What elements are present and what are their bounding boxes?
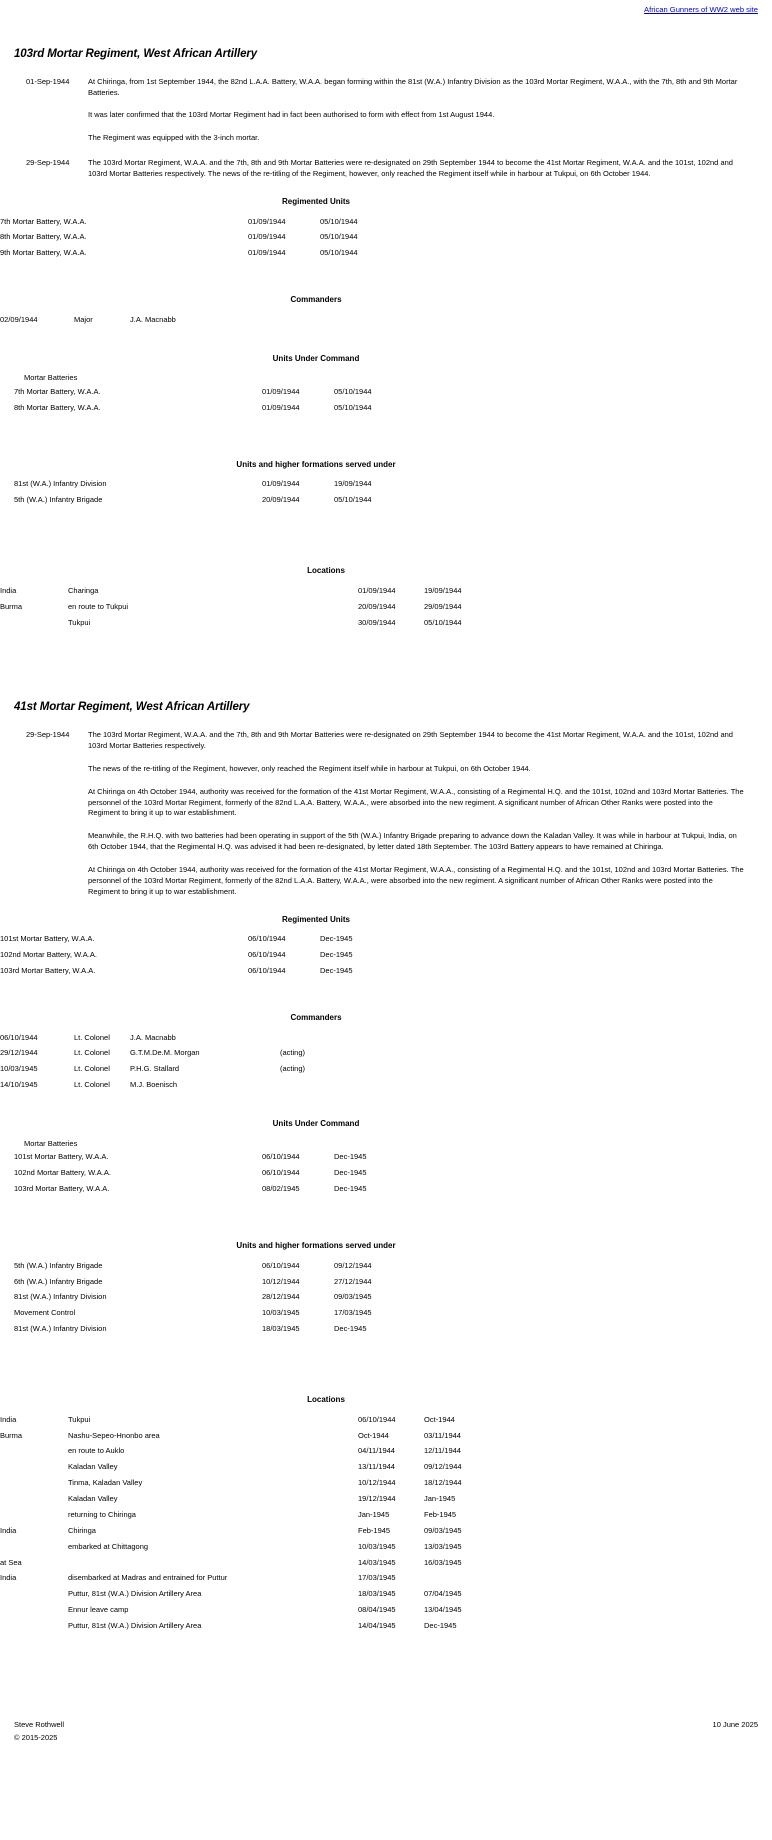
table-row (0, 1259, 414, 1275)
entry-body (88, 730, 746, 898)
mortar-batteries-group-label: Mortar Batteries (24, 373, 78, 383)
table-row (0, 230, 400, 246)
location-from-date: 14/04/1945 (358, 1621, 396, 1631)
table-row (0, 1290, 414, 1306)
entry-paragraph: The 103rd Mortar Regiment, W.A.A. and the 7th, 8th and 9th Mortar Batteries were re-designated on 29th September 1944 to become the 41st Mortar Regiment, W.A.A. and the 101st, 102nd and 103rd Mortar Batteries respectively. The news of the re-titling of the Regiment, however, only reached the Regiment itself while in harbour at Tukpui, on 6th October 1944. (88, 158, 733, 179)
location-country (0, 1603, 68, 1619)
unit-from-date: 06/10/1944 (262, 1260, 300, 1270)
table-row (0, 1587, 494, 1603)
regimented-units-heading: Regimented Units (281, 196, 350, 206)
table-row (0, 401, 414, 417)
location-country (0, 1619, 68, 1635)
table-row (0, 1150, 414, 1166)
table-row (0, 477, 414, 493)
commander-rank: Lt. Colonel (74, 1048, 110, 1058)
unit-name: 81st (W.A.) Infantry Division (14, 479, 107, 489)
locations-table (0, 584, 494, 632)
unit-name: 5th (W.A.) Infantry Brigade (14, 1260, 103, 1270)
commanders-heading: Commanders (290, 295, 342, 305)
commander-note (280, 1031, 340, 1047)
unit-from-date: 06/10/1944 (248, 966, 286, 976)
spacer (0, 417, 772, 443)
location-to-date: 16/03/1945 (424, 1557, 462, 1567)
location-place: Puttur, 81st (W.A.) Division Artillery Area (68, 1589, 202, 1599)
location-country (0, 616, 68, 632)
footer-left (14, 1719, 64, 1745)
table-row (0, 600, 494, 616)
location-from-date: Jan-1945 (358, 1509, 390, 1519)
location-to-date: 09/12/1944 (424, 1462, 462, 1472)
location-place (68, 1556, 358, 1572)
table-row (0, 1444, 494, 1460)
page-footer (0, 1719, 772, 1745)
location-place: Chiringa (68, 1525, 96, 1535)
unit-name: 81st (W.A.) Infantry Division (14, 1324, 107, 1334)
table-row (0, 1046, 340, 1062)
unit-from-date: 10/12/1944 (262, 1276, 300, 1286)
entry-paragraph: The news of the re-titling of the Regiment, however, only reached the Regiment itself while in harbour at Tukpui, on 6th October 1944. (88, 763, 531, 773)
location-to-date: 05/10/1944 (424, 617, 462, 627)
unit-name: 9th Mortar Battery, W.A.A. (0, 248, 87, 258)
table-row (0, 1275, 414, 1291)
unit-from-date: 01/09/1944 (248, 216, 286, 226)
formations-table (0, 477, 414, 509)
history-entry (0, 158, 772, 180)
location-place: en route to Tukpui (68, 601, 129, 611)
location-place: Ennur leave camp (68, 1605, 129, 1615)
commander-date: 02/09/1944 (0, 314, 38, 324)
table-row (0, 964, 400, 980)
unit-name: 7th Mortar Battery, W.A.A. (0, 216, 87, 226)
table-row (0, 1460, 494, 1476)
location-to-date: 07/04/1945 (424, 1589, 462, 1599)
location-from-date: 19/12/1944 (358, 1494, 396, 1504)
location-country: India (0, 1573, 17, 1583)
unit-to-date: 05/10/1944 (320, 248, 358, 258)
unit-to-date: 05/10/1944 (334, 387, 372, 397)
entry-paragraph: At Chiringa, from 1st September 1944, the 82nd L.A.A. Battery, W.A.A. began forming within the 81st (W.A.) Infantry Division as the 103rd Mortar Regiment, W.A.A., with the 7th, 8th and 9th Mortar Batteries. (88, 76, 738, 97)
location-from-date: 20/09/1944 (358, 601, 396, 611)
entry-paragraph: At Chiringa on 4th October 1944, authority was received for the formation of the 41st Mortar Regiment, W.A.A., consisting of a Regimental H.Q. and the 101st, 102nd and 103rd Mortar Batteries. The personnel of the 103rd Mortar Regiment, formerly of the 82nd L.A.A. Battery, W.A.A., were absorbed into the new regiment. A significant number of African Other Ranks were posted into the Regiment to bring it up to war establishment. (88, 786, 744, 818)
location-from-date: Feb-1945 (358, 1525, 391, 1535)
location-to-date: 13/04/1945 (424, 1605, 462, 1615)
location-to-date: 09/03/1945 (424, 1525, 462, 1535)
location-to-date: 03/11/1944 (424, 1430, 461, 1440)
sections-root (0, 46, 772, 1675)
entry-paragraph: The Regiment was equipped with the 3-inch mortar. (88, 133, 260, 143)
table-row (0, 1182, 414, 1198)
unit-to-date: 09/03/1945 (334, 1292, 372, 1302)
top-link-row (0, 0, 772, 18)
unit-from-date: 06/10/1944 (262, 1168, 300, 1178)
unit-to-date: 05/10/1944 (320, 232, 358, 242)
location-from-date: 30/09/1944 (358, 617, 396, 627)
location-country (0, 1444, 68, 1460)
mortar-batteries-group-label: Mortar Batteries (24, 1138, 78, 1148)
entry-paragraph: It was later confirmed that the 103rd Mortar Regiment had in fact been authorised to form with effect from 1st August 1944. (88, 110, 495, 120)
table-row (0, 385, 414, 401)
entry-date: 29-Sep-1944 (26, 730, 70, 740)
location-country (0, 1587, 68, 1603)
commander-date: 10/03/1945 (0, 1064, 38, 1074)
location-country (0, 1492, 68, 1508)
table-row (0, 1619, 494, 1635)
formations-heading: Units and higher formations served under (236, 1241, 396, 1251)
location-country (0, 1476, 68, 1492)
location-country: Burma (0, 601, 23, 611)
location-place: en route to Auklo (68, 1446, 125, 1456)
units-under-command-table (0, 1150, 414, 1198)
entry-date: 29-Sep-1944 (26, 158, 70, 168)
location-country (0, 1460, 68, 1476)
history-entry (0, 730, 772, 898)
table-row (0, 1524, 494, 1540)
unit-name: Movement Control (14, 1308, 76, 1318)
table-row (0, 1078, 340, 1094)
location-country: India (0, 1414, 17, 1424)
unit-name: 6th (W.A.) Infantry Brigade (14, 1276, 103, 1286)
location-place: Tukpui (68, 1414, 91, 1424)
unit-from-date: 01/09/1944 (248, 232, 286, 242)
unit-name: 101st Mortar Battery, W.A.A. (14, 1152, 109, 1162)
location-country: India (0, 1525, 17, 1535)
commander-note: (acting) (280, 1064, 306, 1074)
commanders-heading: Commanders (290, 1012, 342, 1022)
commander-note (280, 313, 340, 329)
location-place: Tukpui (68, 617, 91, 627)
location-from-date: 01/09/1944 (358, 585, 396, 595)
location-to-date: 13/03/1945 (424, 1541, 462, 1551)
commander-rank: Major (74, 314, 93, 324)
location-country: at Sea (0, 1557, 22, 1567)
locations-heading: Locations (307, 566, 345, 576)
location-from-date: 13/11/1944 (358, 1462, 395, 1472)
spacer (0, 1198, 772, 1224)
commanders-table (0, 1031, 340, 1095)
commander-date: 29/12/1944 (0, 1048, 38, 1058)
unit-to-date: 17/03/1945 (334, 1308, 372, 1318)
spacer (0, 262, 772, 278)
unit-from-date: 01/09/1944 (248, 248, 286, 258)
unit-to-date: Dec-1945 (320, 950, 353, 960)
unit-to-date: 27/12/1944 (334, 1276, 372, 1286)
unit-from-date: 28/12/1944 (262, 1292, 300, 1302)
unit-to-date: Dec-1945 (320, 934, 353, 944)
unit-from-date: 01/09/1944 (262, 402, 300, 412)
location-to-date: Feb-1945 (424, 1509, 457, 1519)
location-to-date (424, 1571, 494, 1587)
spacer (0, 980, 772, 996)
regiment-title: 103rd Mortar Regiment, West African Artillery (14, 48, 258, 60)
table-row (0, 948, 400, 964)
table-row (0, 1413, 494, 1429)
spacer (0, 509, 772, 549)
table-row (0, 1429, 494, 1445)
table-row (0, 1031, 340, 1047)
formations-heading: Units and higher formations served under (236, 459, 396, 469)
entry-body (88, 158, 746, 180)
regiment-section-2 (0, 699, 772, 1675)
unit-name: 101st Mortar Battery, W.A.A. (0, 934, 95, 944)
commander-name: J.A. Macnabb (130, 314, 176, 324)
location-from-date: 17/03/1945 (358, 1573, 396, 1583)
entry-body (88, 77, 746, 145)
location-from-date: 10/12/1944 (358, 1478, 396, 1488)
unit-name: 103rd Mortar Battery, W.A.A. (14, 1184, 110, 1194)
location-from-date: 18/03/1945 (358, 1589, 396, 1599)
commander-note: (acting) (280, 1048, 306, 1058)
unit-from-date: 01/09/1944 (262, 387, 300, 397)
spacer (0, 329, 772, 337)
commander-rank: Lt. Colonel (74, 1080, 110, 1090)
location-place: Puttur, 81st (W.A.) Division Artillery Area (68, 1621, 202, 1631)
unit-name: 5th (W.A.) Infantry Brigade (14, 495, 103, 505)
commander-name: J.A. Macnabb (130, 1032, 176, 1042)
commander-rank: Lt. Colonel (74, 1032, 110, 1042)
location-place: Tinma, Kaladan Valley (68, 1478, 143, 1488)
unit-name: 8th Mortar Battery, W.A.A. (14, 402, 101, 412)
location-place: Charinga (68, 585, 99, 595)
unit-from-date: 06/10/1944 (248, 950, 286, 960)
regimented-units-table (0, 932, 400, 980)
location-to-date: Jan-1945 (424, 1494, 456, 1504)
table-row (0, 1508, 494, 1524)
table-row (0, 584, 494, 600)
unit-to-date: Dec-1945 (334, 1324, 367, 1334)
location-from-date: 08/04/1945 (358, 1605, 396, 1615)
table-row (0, 1166, 414, 1182)
location-from-date: 04/11/1944 (358, 1446, 395, 1456)
spacer (0, 631, 772, 671)
regimented-units-heading: Regimented Units (281, 914, 350, 924)
unit-name: 8th Mortar Battery, W.A.A. (0, 232, 87, 242)
unit-to-date: 19/09/1944 (334, 479, 372, 489)
entry-date: 01-Sep-1944 (26, 76, 70, 86)
units-under-command-heading: Units Under Command (272, 1119, 360, 1128)
location-from-date: 10/03/1945 (358, 1541, 396, 1551)
unit-from-date: 01/09/1944 (262, 479, 300, 489)
table-row (0, 1603, 494, 1619)
formations-table (0, 1259, 414, 1338)
spacer (0, 1635, 772, 1675)
unit-to-date: 09/12/1944 (334, 1260, 372, 1270)
location-country (0, 1540, 68, 1556)
commander-rank: Lt. Colonel (74, 1064, 110, 1074)
table-row (0, 1476, 494, 1492)
locations-heading: Locations (307, 1395, 345, 1405)
location-place: disembarked at Madras and entrained for Puttur (68, 1573, 228, 1583)
table-row (0, 1492, 494, 1508)
regiment-title: 41st Mortar Regiment, West African Artillery (14, 701, 250, 714)
commander-date: 14/10/1945 (0, 1080, 38, 1090)
table-row (0, 313, 340, 329)
table-row (0, 1306, 414, 1322)
commander-note (280, 1078, 340, 1094)
commander-name: G.T.M.De.M. Morgan (130, 1048, 200, 1058)
entry-paragraph: Meanwhile, the R.H.Q. with two batteries had been operating in support of the 5th (W.A.) Infantry Brigade preparing to advance down the Kaladan Valley. It was while in harbour at Tukpui, India, on 6th October 1944, that the Regimental H.Q. was advised it had been re-designated, by letter dated 18th September. The 103rd Battery appears to have remained at Chiringa. (88, 831, 737, 852)
regimented-units-table (0, 215, 400, 263)
locations-table (0, 1413, 494, 1635)
location-country (0, 1508, 68, 1524)
entry-paragraph: At Chiringa on 4th October 1944, authority was received for the formation of the 41st Mortar Regiment, W.A.A., consisting of a Regimental H.Q. and the 101st, 102nd and 103rd Mortar Batteries. The personnel of the 103rd Mortar Regiment, formerly of the 82nd L.A.A. Battery, W.A.A., were absorbed into the new regiment. A significant number of African Other Ranks were posted into the Regiment to bring it up to war establishment. (88, 865, 744, 896)
location-country: Burma (0, 1430, 23, 1440)
table-row (0, 1571, 494, 1587)
spacer (0, 1338, 772, 1378)
location-place: Kaladan Valley (68, 1494, 118, 1504)
table-row (0, 493, 414, 509)
unit-from-date: 06/10/1944 (262, 1152, 300, 1162)
unit-to-date: Dec-1945 (320, 966, 353, 976)
units-under-command-table (0, 385, 414, 417)
footer-date: 10 June 2025 (712, 1719, 758, 1729)
unit-from-date: 08/02/1945 (262, 1184, 300, 1194)
entry-paragraph: The 103rd Mortar Regiment, W.A.A. and the 7th, 8th and 9th Mortar Batteries were re-designated on 29th September 1944 to become the 41st Mortar Regiment, W.A.A. and the 101st, 102nd and 103rd Mortar Batteries respectively. (88, 730, 733, 750)
table-row (0, 1322, 414, 1338)
table-row (0, 215, 400, 231)
african-gunners-site-link[interactable]: African Gunners of WW2 web site (644, 5, 758, 14)
unit-from-date: 20/09/1944 (262, 495, 300, 505)
commander-name: M.J. Boenisch (130, 1080, 178, 1090)
location-place: embarked at Chittagong (68, 1541, 149, 1551)
unit-name: 7th Mortar Battery, W.A.A. (14, 387, 101, 397)
units-under-command-heading: Units Under Command (272, 353, 360, 363)
location-place: returning to Chiringa (68, 1509, 136, 1519)
location-place: Nashu-Sepeo-Hnonbo area (68, 1430, 160, 1440)
footer-author: Steve Rothwell (14, 1719, 65, 1729)
footer-copyright: © 2015-2025 (14, 1732, 58, 1742)
commanders-table (0, 313, 340, 329)
table-row (0, 616, 494, 632)
location-to-date: 29/09/1944 (424, 601, 462, 611)
unit-name: 81st (W.A.) Infantry Division (14, 1292, 107, 1302)
unit-name: 102nd Mortar Battery, W.A.A. (0, 950, 97, 960)
unit-to-date: Dec-1945 (334, 1184, 367, 1194)
table-row (0, 1556, 494, 1572)
unit-from-date: 10/03/1945 (262, 1308, 300, 1318)
table-row (0, 246, 400, 262)
regiment-section-1 (0, 46, 772, 671)
location-to-date: 19/09/1944 (424, 585, 462, 595)
location-to-date: 12/11/1944 (424, 1446, 461, 1456)
location-to-date: Dec-1945 (424, 1621, 457, 1631)
location-place: Kaladan Valley (68, 1462, 118, 1472)
location-to-date: Oct-1944 (424, 1414, 455, 1424)
table-row (0, 1062, 340, 1078)
unit-to-date: Dec-1945 (334, 1168, 367, 1178)
location-from-date: Oct-1944 (358, 1430, 389, 1440)
unit-to-date: 05/10/1944 (334, 495, 372, 505)
commander-date: 06/10/1944 (0, 1032, 38, 1042)
table-row (0, 1540, 494, 1556)
table-row (0, 932, 400, 948)
location-from-date: 06/10/1944 (358, 1414, 396, 1424)
location-from-date: 14/03/1945 (358, 1557, 396, 1567)
location-country: India (0, 585, 17, 595)
unit-from-date: 18/03/1945 (262, 1324, 300, 1334)
spacer (0, 1094, 772, 1102)
history-entry (0, 77, 772, 145)
location-to-date: 18/12/1944 (424, 1478, 462, 1488)
unit-to-date: Dec-1945 (334, 1152, 367, 1162)
unit-to-date: 05/10/1944 (334, 402, 372, 412)
unit-name: 103rd Mortar Battery, W.A.A. (0, 966, 96, 976)
unit-to-date: 05/10/1944 (320, 216, 358, 226)
unit-from-date: 06/10/1944 (248, 934, 286, 944)
commander-name: P.H.G. Stallard (130, 1064, 180, 1074)
unit-name: 102nd Mortar Battery, W.A.A. (14, 1168, 111, 1178)
